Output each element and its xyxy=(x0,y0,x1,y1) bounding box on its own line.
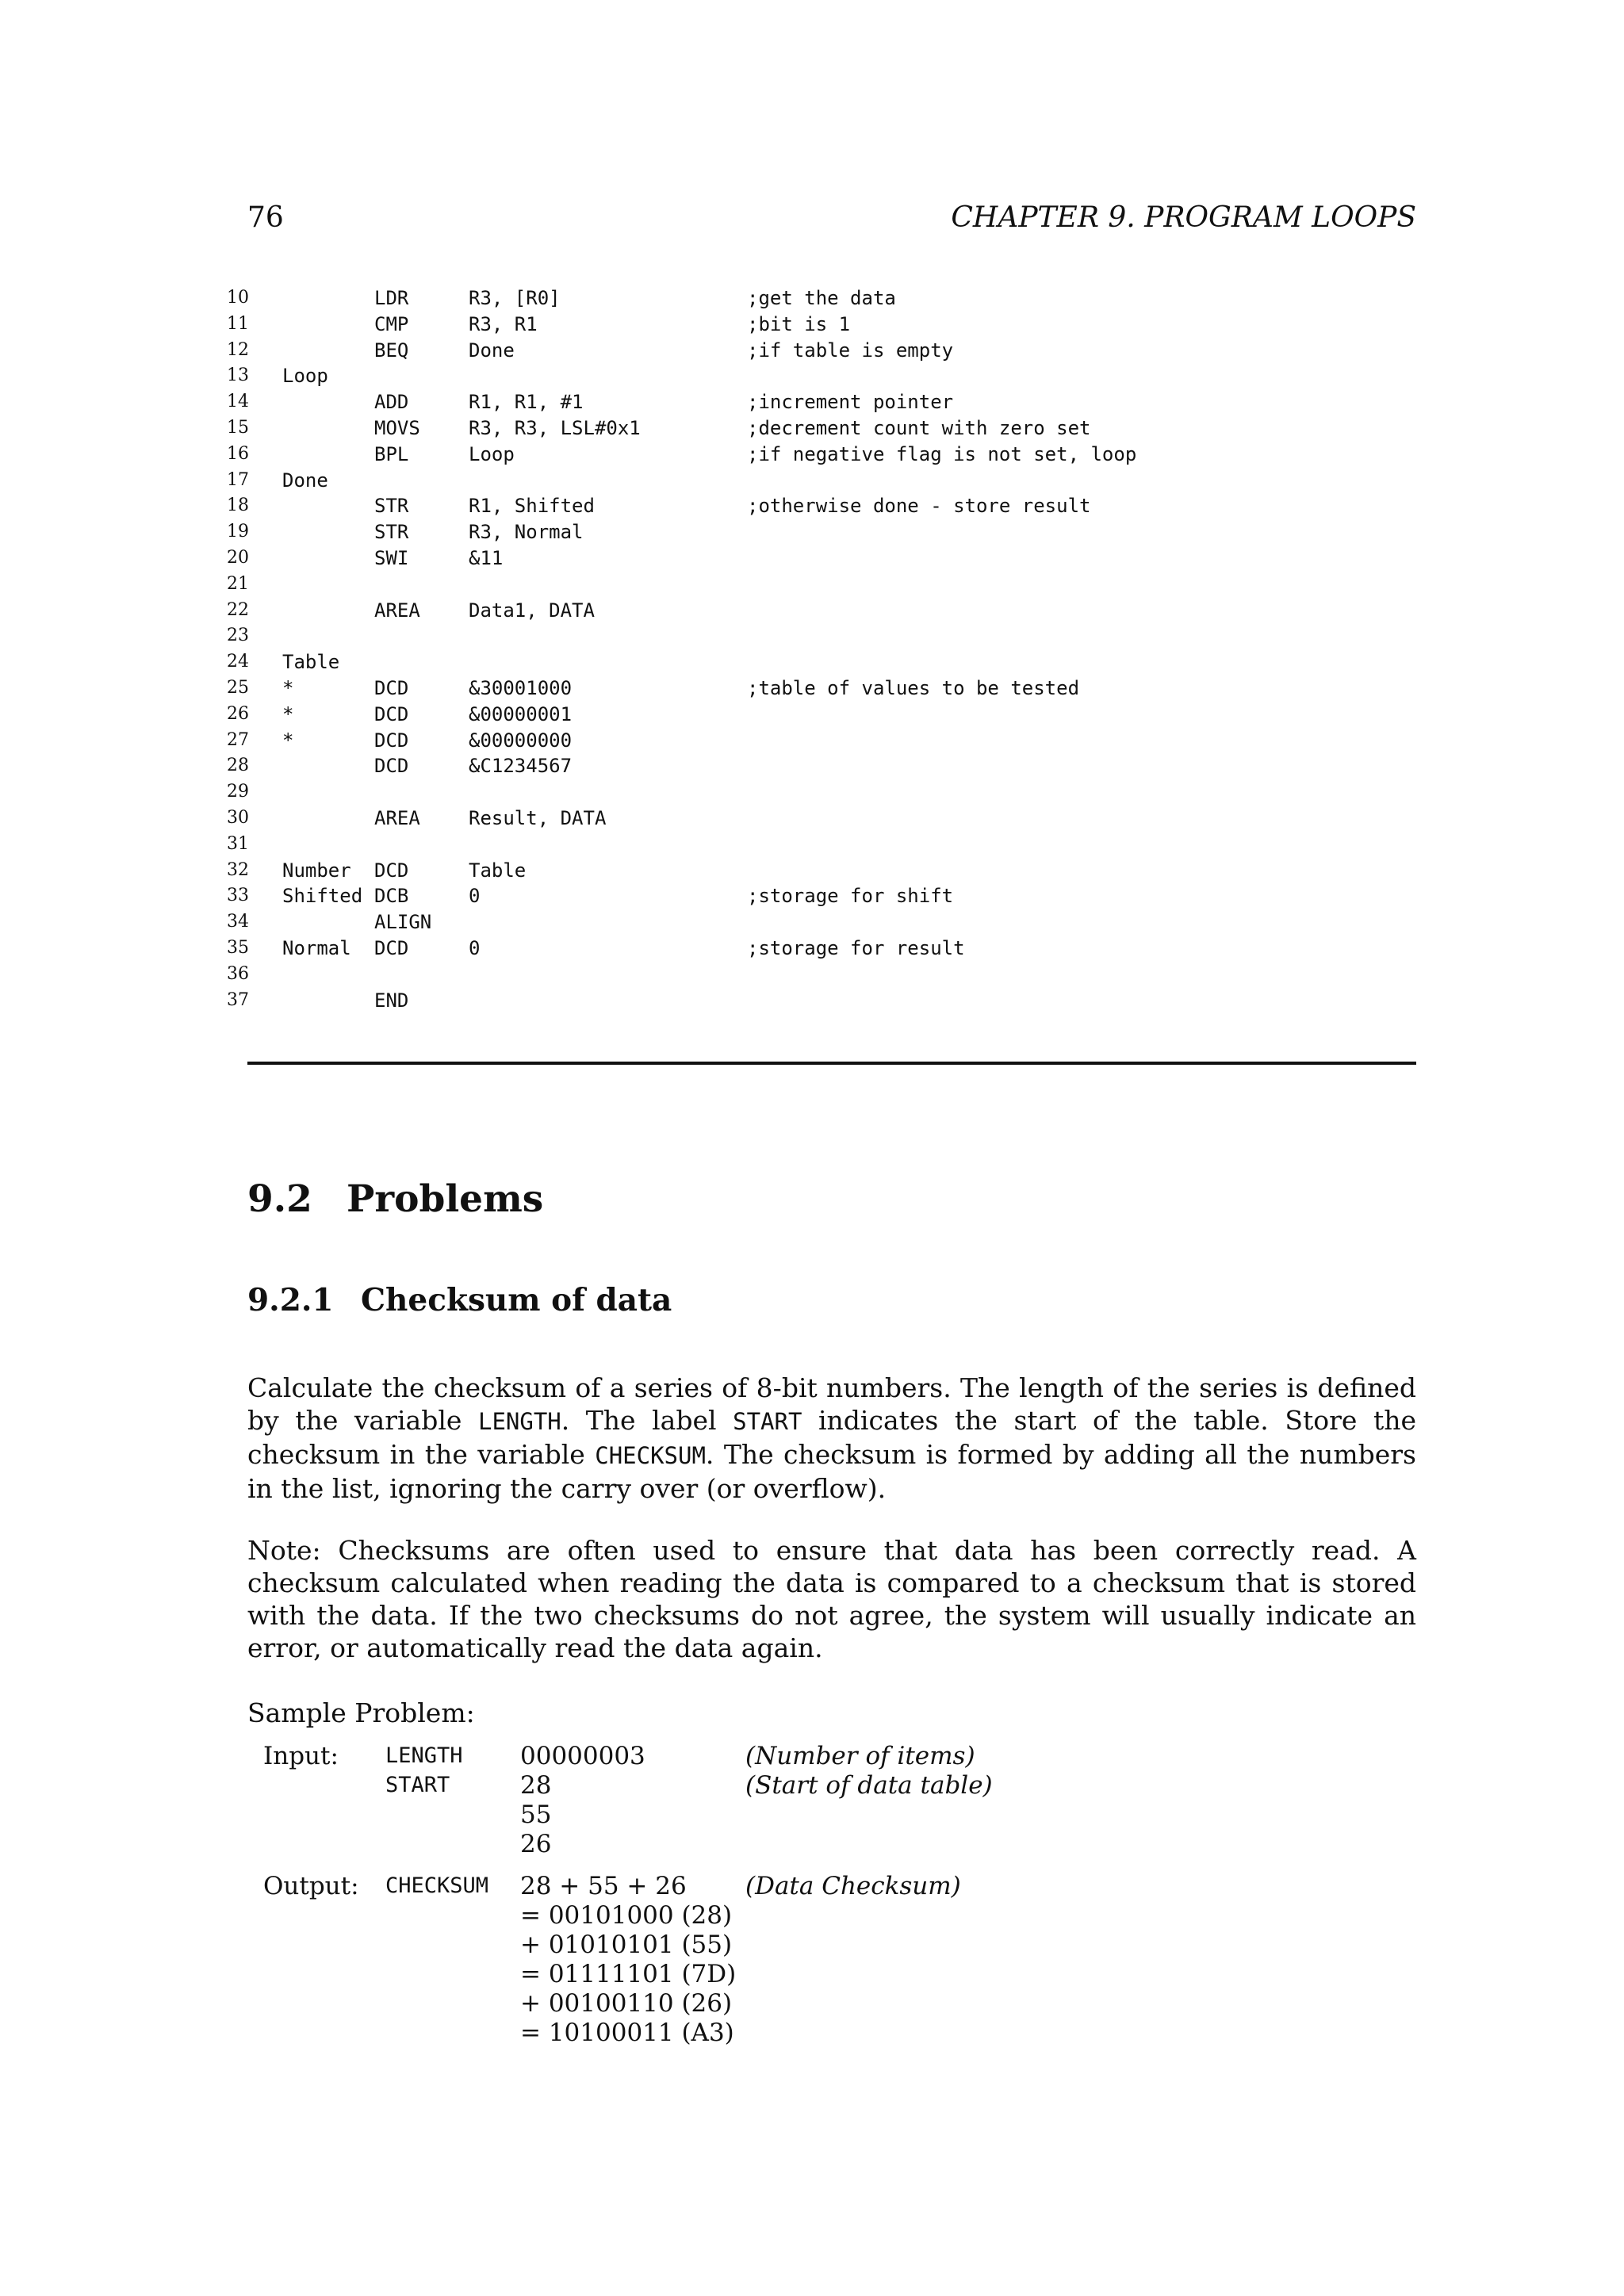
sample-value: + 01010101 (55) xyxy=(520,1931,733,1959)
code-line xyxy=(214,702,1419,728)
code-line xyxy=(214,988,1419,1014)
code-label: Normal xyxy=(282,936,351,959)
code-listing xyxy=(214,285,1419,1013)
line-number: 32 xyxy=(227,859,249,880)
code-opcode: DCD xyxy=(374,859,409,882)
code-operands: Table xyxy=(469,859,527,882)
code-operands: R3, [R0] xyxy=(469,287,561,309)
code-line xyxy=(214,545,1419,572)
code-line xyxy=(214,883,1419,909)
code-operands: &00000001 xyxy=(469,702,573,725)
line-number: 13 xyxy=(227,365,249,386)
sample-variable: CHECKSUM xyxy=(385,1873,489,1898)
sample-variable: START xyxy=(385,1773,450,1797)
code-operands: &11 xyxy=(469,546,504,569)
sample-variable: LENGTH xyxy=(385,1743,463,1768)
code-line xyxy=(214,442,1419,468)
code-line xyxy=(214,909,1419,936)
code-opcode: BPL xyxy=(374,442,409,465)
code-line xyxy=(214,415,1419,442)
sample-io-label: Output: xyxy=(263,1872,359,1900)
code-operands: Result, DATA xyxy=(469,806,607,829)
variable-name: START xyxy=(733,1408,802,1435)
code-line xyxy=(214,806,1419,832)
code-operands: R1, Shifted xyxy=(469,495,595,518)
section-number: 9.2 xyxy=(247,1177,312,1221)
code-line xyxy=(214,858,1419,884)
code-line xyxy=(214,962,1419,988)
sample-value: = 00101000 (28) xyxy=(520,1901,733,1930)
code-opcode: LDR xyxy=(374,287,409,309)
code-comment: ;get the data xyxy=(747,287,896,309)
code-opcode: STR xyxy=(374,495,409,518)
sample-value: 00000003 xyxy=(520,1742,645,1770)
sample-value: 28 xyxy=(520,1771,552,1800)
code-operands: &C1234567 xyxy=(469,755,573,778)
code-operands: &30001000 xyxy=(469,676,573,699)
code-line xyxy=(214,493,1419,519)
running-head xyxy=(247,201,1416,241)
subsection-number: 9.2.1 xyxy=(247,1282,334,1318)
code-opcode: DCD xyxy=(374,676,409,699)
code-label: Done xyxy=(282,469,328,492)
sample-note: (Data Checksum) xyxy=(745,1872,961,1900)
code-line xyxy=(214,338,1419,364)
code-line xyxy=(214,285,1419,312)
line-number: 19 xyxy=(227,522,249,542)
code-opcode: DCB xyxy=(374,885,409,908)
code-line xyxy=(214,675,1419,702)
code-operands: R3, R1 xyxy=(469,312,538,335)
code-operands: 0 xyxy=(469,936,481,959)
line-number: 29 xyxy=(227,782,249,802)
sample-value: + 00100110 (26) xyxy=(520,1989,733,2018)
line-number: 23 xyxy=(227,626,249,646)
code-line xyxy=(214,753,1419,779)
code-label: * xyxy=(282,702,294,725)
code-line xyxy=(214,936,1419,962)
sample-note: (Start of data table) xyxy=(745,1771,993,1800)
line-number: 11 xyxy=(227,313,249,334)
line-number: 34 xyxy=(227,912,249,932)
code-operands: R3, R3, LSL#0x1 xyxy=(469,416,641,439)
variable-name: CHECKSUM xyxy=(595,1442,706,1469)
line-number: 33 xyxy=(227,886,249,906)
line-number: 10 xyxy=(227,288,249,308)
code-line xyxy=(214,572,1419,598)
line-number: 18 xyxy=(227,496,249,516)
line-number: 35 xyxy=(227,937,249,958)
code-label: * xyxy=(282,729,294,752)
code-line xyxy=(214,832,1419,858)
sample-io-label: Input: xyxy=(263,1742,339,1770)
page-number: 76 xyxy=(247,201,284,234)
code-opcode: DCD xyxy=(374,755,409,778)
variable-name: LENGTH xyxy=(477,1408,561,1435)
code-comment: ;if negative flag is not set, loop xyxy=(747,442,1137,465)
code-line xyxy=(214,649,1419,675)
code-label: Loop xyxy=(282,365,328,388)
sample-value: = 10100011 (A3) xyxy=(520,2019,734,2047)
code-opcode: SWI xyxy=(374,546,409,569)
code-operands: &00000000 xyxy=(469,729,573,752)
code-operands: R1, R1, #1 xyxy=(469,391,584,414)
code-comment: ;storage for shift xyxy=(747,885,954,908)
code-opcode: AREA xyxy=(374,806,420,829)
line-number: 28 xyxy=(227,756,249,776)
code-opcode: ADD xyxy=(374,391,409,414)
sample-value: 55 xyxy=(520,1800,552,1829)
problem-description xyxy=(247,1372,1416,1505)
code-line xyxy=(214,728,1419,754)
code-operands: 0 xyxy=(469,885,481,908)
code-comment: ;storage for result xyxy=(747,936,965,959)
code-comment: ;table of values to be tested xyxy=(747,676,1080,699)
section-heading xyxy=(247,1177,543,1221)
code-comment: ;if table is empty xyxy=(747,339,954,362)
code-line xyxy=(214,519,1419,545)
code-line xyxy=(214,598,1419,624)
chapter-title: CHAPTER 9. PROGRAM LOOPS xyxy=(951,201,1416,234)
line-number: 26 xyxy=(227,703,249,724)
code-operands: R3, Normal xyxy=(469,521,584,544)
subsection-title: Checksum of data xyxy=(361,1282,672,1318)
listing-end-rule xyxy=(247,1062,1416,1065)
sample-value: 26 xyxy=(520,1830,552,1858)
code-operands: Data1, DATA xyxy=(469,599,595,622)
line-number: 31 xyxy=(227,833,249,854)
code-line xyxy=(214,623,1419,649)
code-comment: ;otherwise done - store result xyxy=(747,495,1091,518)
text-run: Calculate the checksum of a series of 8-bit numbers. The length of the series is defined by the variable xyxy=(247,1372,1416,1436)
code-opcode: AREA xyxy=(374,599,420,622)
sample-problem-heading: Sample Problem: xyxy=(247,1697,475,1728)
code-label: Number xyxy=(282,859,351,882)
text-run: . The checksum is formed by adding all the numbers in the list, ignoring the carry over (or overflow). xyxy=(247,1439,1416,1504)
sample-value: 28 + 55 + 26 xyxy=(520,1872,687,1900)
code-label: * xyxy=(282,676,294,699)
code-line xyxy=(214,468,1419,494)
line-number: 27 xyxy=(227,729,249,750)
code-opcode: END xyxy=(374,989,409,1012)
line-number: 25 xyxy=(227,677,249,698)
code-operands: Loop xyxy=(469,442,515,465)
code-operands: Done xyxy=(469,339,515,362)
code-comment: ;decrement count with zero set xyxy=(747,416,1091,439)
sample-value: = 01111101 (7D) xyxy=(520,1960,737,1988)
code-label: Shifted xyxy=(282,885,363,908)
section-title: Problems xyxy=(347,1177,544,1221)
subsection-heading xyxy=(247,1282,672,1318)
line-number: 12 xyxy=(227,339,249,360)
code-opcode: DCD xyxy=(374,729,409,752)
text-run: indicates the start of the table. Store the checksum in the variable xyxy=(247,1405,1416,1470)
code-opcode: MOVS xyxy=(374,416,420,439)
sample-note: (Number of items) xyxy=(745,1742,975,1770)
line-number: 14 xyxy=(227,392,249,412)
code-opcode: STR xyxy=(374,521,409,544)
line-number: 37 xyxy=(227,989,249,1010)
line-number: 15 xyxy=(227,417,249,438)
line-number: 24 xyxy=(227,652,249,672)
code-opcode: ALIGN xyxy=(374,911,432,934)
code-opcode: BEQ xyxy=(374,339,409,362)
line-number: 22 xyxy=(227,599,249,620)
line-number: 30 xyxy=(227,807,249,828)
code-line xyxy=(214,363,1419,389)
code-comment: ;increment pointer xyxy=(747,391,954,414)
code-label: Table xyxy=(282,651,340,674)
line-number: 20 xyxy=(227,547,249,568)
code-line xyxy=(214,389,1419,415)
code-opcode: DCD xyxy=(374,936,409,959)
line-number: 17 xyxy=(227,469,249,490)
line-number: 21 xyxy=(227,573,249,594)
line-number: 36 xyxy=(227,963,249,984)
checksum-note: Note: Checksums are often used to ensure that data has been correctly read. A checksum calculated when reading the data is compared to a checksum that is stored with the data. If the two checksums do not agree, the system will usually indicate an error, or automatically read the data again. xyxy=(247,1535,1416,1663)
text-run: . The label xyxy=(561,1405,733,1436)
code-line xyxy=(214,779,1419,806)
line-number: 16 xyxy=(227,443,249,464)
code-opcode: CMP xyxy=(374,312,409,335)
code-line xyxy=(214,312,1419,338)
code-opcode: DCD xyxy=(374,702,409,725)
code-comment: ;bit is 1 xyxy=(747,312,851,335)
